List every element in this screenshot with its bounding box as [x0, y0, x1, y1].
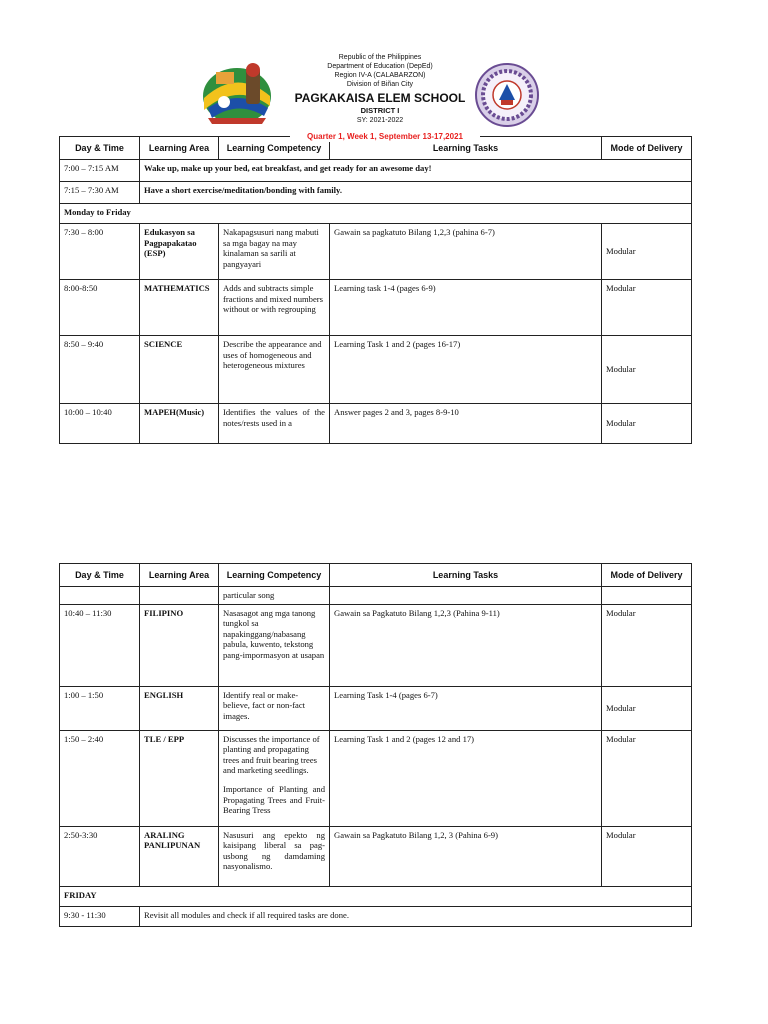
document-header: [0, 50, 768, 135]
competency-cell: Describe the appearance and uses of homogeneous and heterogeneous mixtures: [219, 336, 330, 404]
col-header-learning-area: Learning Area: [140, 564, 219, 587]
activity-cell: Revisit all modules and check if all required tasks are done.: [140, 906, 692, 926]
tasks-cell: Gawain sa Pagkatuto Bilang 1,2,3 (Pahina 9-11): [330, 604, 602, 686]
competency-cell: Nasasagot ang mga tanong tungkol sa napakinggang/nabasang pabula, kuwento, tekstong pang-impormasyon at usapan: [219, 604, 330, 686]
area-cell: ENGLISH: [140, 686, 219, 730]
quarter-week-label: Quarter 1, Week 1, September 13-17,2021: [290, 132, 480, 142]
time-cell: 10:40 – 11:30: [60, 604, 140, 686]
activity-cell: Have a short exercise/meditation/bonding with family.: [140, 182, 692, 204]
table-row: [60, 686, 692, 730]
competency-cell: Nakapagsusuri nang mabuti sa mga bagay na may kinalaman sa sarili at pangyayari: [219, 224, 330, 280]
col-header-mode-of-delivery: Mode of Delivery: [602, 137, 692, 160]
competency-cell: Identify real or make-believe, fact or non-fact images.: [219, 686, 330, 730]
col-header-learning-tasks: Learning Tasks: [330, 137, 602, 160]
col-header-day-time: Day & Time: [60, 564, 140, 587]
time-cell: 8:00-8:50: [60, 280, 140, 336]
tasks-cell: Learning Task 1-4 (pages 6-7): [330, 686, 602, 730]
col-header-learning-competency: Learning Competency: [219, 137, 330, 160]
area-cell: Edukasyon sa Pagpapakatao (ESP): [140, 224, 219, 280]
table-row: [60, 604, 692, 686]
table-row: [60, 404, 692, 444]
col-header-learning-competency: Learning Competency: [219, 564, 330, 587]
header-text-block: [290, 53, 470, 125]
tasks-cell: Learning task 1-4 (pages 6-9): [330, 280, 602, 336]
competency-subtext: Importance of Planting and Propagating Trees and Fruit- Bearing Tress: [223, 783, 325, 816]
continuation-row: [60, 587, 692, 605]
tasks-cell: Gawain sa Pagkatuto Bilang 1,2, 3 (Pahina 6-9): [330, 826, 602, 886]
mode-cell: Modular: [602, 280, 692, 336]
section-row: [60, 886, 692, 906]
tasks-cell: Answer pages 2 and 3, pages 8-9-10: [330, 404, 602, 444]
area-cell: ARALING PANLIPUNAN: [140, 826, 219, 886]
time-cell: 2:50-3:30: [60, 826, 140, 886]
mode-cell: Modular: [602, 826, 692, 886]
col-header-learning-area: Learning Area: [140, 137, 219, 160]
table-header-row: [60, 564, 692, 587]
tasks-cell: Gawain sa pagkatuto Bilang 1,2,3 (pahina 6-7): [330, 224, 602, 280]
mode-cell: Modular: [602, 404, 692, 444]
area-cell: MAPEH(Music): [140, 404, 219, 444]
time-cell: 7:00 – 7:15 AM: [60, 160, 140, 182]
division-logo-icon: [198, 58, 276, 128]
mode-cell: Modular: [602, 224, 692, 280]
area-cell: SCIENCE: [140, 336, 219, 404]
mode-cell: Modular: [602, 604, 692, 686]
col-header-learning-tasks: Learning Tasks: [330, 564, 602, 587]
tasks-cell: Learning Task 1 and 2 (pages 16-17): [330, 336, 602, 404]
table-row: [60, 224, 692, 280]
time-cell: 8:50 – 9:40: [60, 336, 140, 404]
col-header-day-time: Day & Time: [60, 137, 140, 160]
time-cell: 10:00 – 10:40: [60, 404, 140, 444]
area-cell: TLE / EPP: [140, 730, 219, 826]
republic-line: Republic of the Philippines: [338, 54, 422, 61]
department-line: Department of Education (DepEd): [327, 63, 433, 70]
time-cell: 7:15 – 7:30 AM: [60, 182, 140, 204]
table-row: [60, 160, 692, 182]
district-line: DISTRICT I: [360, 106, 400, 115]
schedule-table-2: [59, 563, 692, 927]
area-cell: MATHEMATICS: [140, 280, 219, 336]
table-row: [60, 730, 692, 826]
time-cell: 7:30 – 8:00: [60, 224, 140, 280]
time-cell: 9:30 - 11:30: [60, 906, 140, 926]
col-header-mode-of-delivery: Mode of Delivery: [602, 564, 692, 587]
competency-cell: [219, 730, 330, 826]
section-label: FRIDAY: [60, 886, 692, 906]
competency-cell: Adds and subtracts simple fractions and mixed numbers without or with regrouping: [219, 280, 330, 336]
section-label: Monday to Friday: [60, 204, 692, 224]
schedule-table-1: [59, 136, 692, 444]
competency-cell: Identifies the values of the notes/rests used in a: [219, 404, 330, 444]
table-row: [60, 906, 692, 926]
section-row: [60, 204, 692, 224]
competency-text: Discusses the importance of planting and propagating trees and fruit bearing trees and marketing seedlings.: [223, 733, 320, 776]
activity-cell: Wake up, make up your bed, eat breakfast, and get ready for an awesome day!: [140, 160, 692, 182]
mode-cell: Modular: [602, 686, 692, 730]
school-name: PAGKAKAISA ELEM SCHOOL: [294, 91, 466, 105]
region-line: Region IV-A (CALABARZON): [334, 72, 426, 79]
time-cell: 1:00 – 1:50: [60, 686, 140, 730]
table-row: [60, 182, 692, 204]
area-cell: FILIPINO: [140, 604, 219, 686]
mode-cell: Modular: [602, 730, 692, 826]
table-row: [60, 336, 692, 404]
competency-cell: Nasusuri ang epekto ng kaisipang liberal sa pag-usbong ng damdaming nasyonalismo.: [219, 826, 330, 886]
table-row: [60, 280, 692, 336]
tasks-cell: Learning Task 1 and 2 (pages 12 and 17): [330, 730, 602, 826]
mode-cell: Modular: [602, 336, 692, 404]
table-row: [60, 826, 692, 886]
competency-cell: particular song: [219, 587, 330, 605]
division-line: Division of Biñan City: [346, 81, 414, 88]
school-seal-icon: [474, 62, 540, 128]
time-cell: 1:50 – 2:40: [60, 730, 140, 826]
school-year: SY: 2021-2022: [356, 117, 404, 124]
